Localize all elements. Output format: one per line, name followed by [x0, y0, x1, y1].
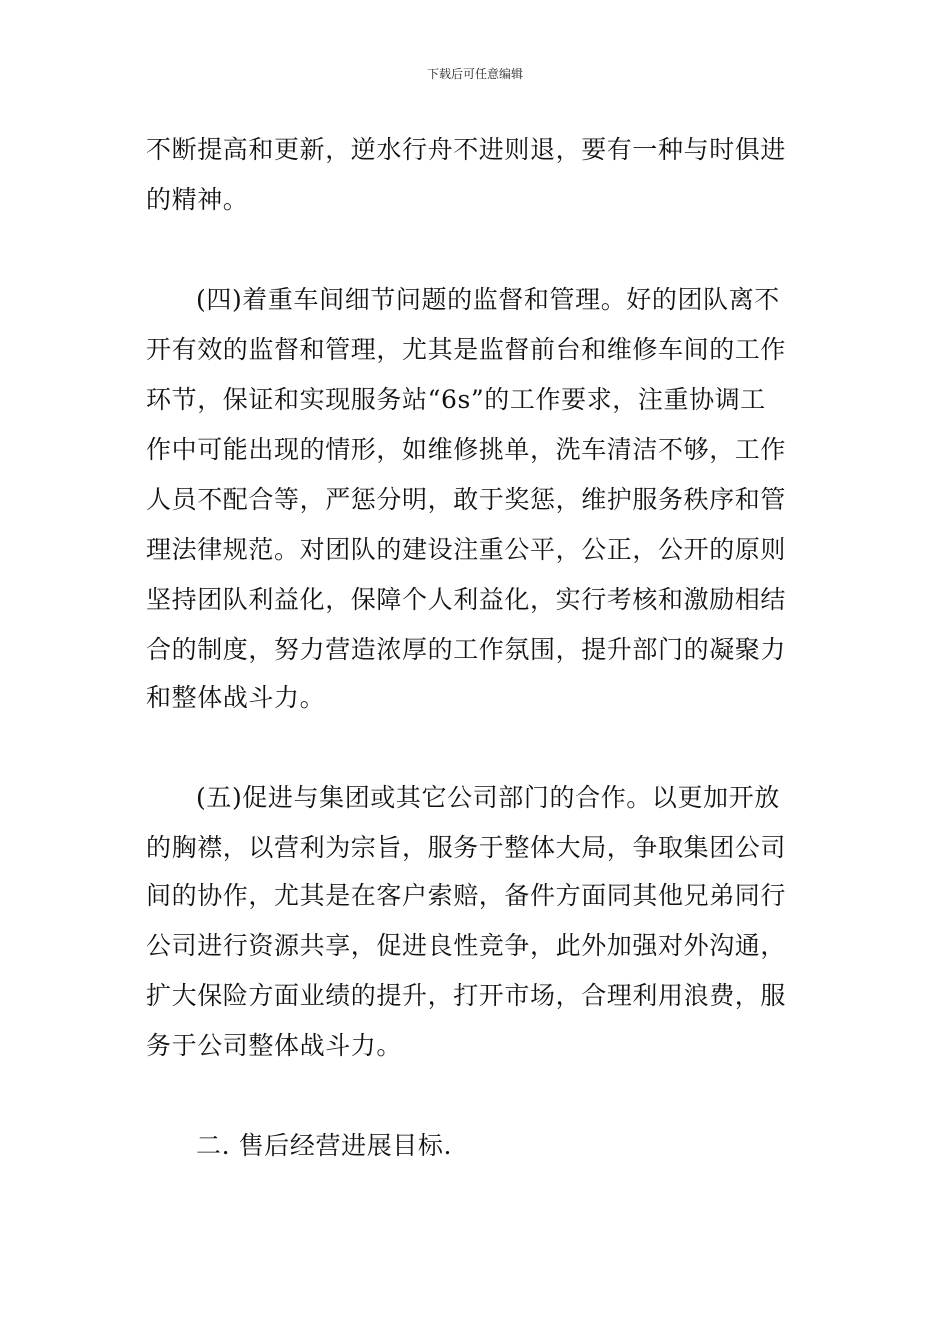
paragraph-2-line-9: 和整体战斗力。: [146, 683, 326, 712]
paragraph-1-line-2: 的精神。: [146, 185, 249, 214]
paragraph-2-line-5: 人员不配合等，严惩分明，敢于奖惩，维护服务秩序和管: [146, 485, 787, 514]
paragraph-2-line-2: 开有效的监督和管理，尤其是监督前台和维修车间的工作: [146, 335, 787, 364]
paragraph-3-line-4: 公司进行资源共享，促进良性竞争，此外加强对外沟通，: [146, 931, 787, 960]
paragraph-3-line-2: 的胸襟，以营利为宗旨，服务于整体大局，争取集团公司: [146, 833, 787, 862]
paragraph-3-line-6: 务于公司整体战斗力。: [146, 1031, 403, 1060]
paragraph-2-line-3: 环节，保证和实现服务站“6s”的工作要求，注重协调工: [146, 385, 766, 414]
paragraph-2-line-7: 坚持团队利益化，保障个人利益化，实行考核和激励相结: [146, 585, 787, 614]
paragraph-2-line-8: 合的制度，努力营造浓厚的工作氛围，提升部门的凝聚力: [146, 635, 787, 664]
page-header: 下载后可任意编辑: [426, 67, 523, 81]
paragraph-3-line-1: (五)促进与集团或其它公司部门的合作。以更加开放: [196, 783, 780, 812]
paragraph-3-line-3: 间的协作，尤其是在客户索赔，备件方面同其他兄弟同行: [146, 881, 787, 910]
paragraph-3-line-5: 扩大保险方面业绩的提升，打开市场，合理利用浪费，服: [146, 981, 787, 1010]
paragraph-2-line-4: 作中可能出现的情形，如维修挑单，洗车清洁不够，工作: [146, 435, 787, 464]
paragraph-1-line-1: 不断提高和更新，逆水行舟不进则退，要有一种与时俱进: [146, 135, 787, 164]
paragraph-2-line-6: 理法律规范。对团队的建设注重公平，公正，公开的原则: [146, 535, 787, 564]
paragraph-2-line-1: (四)着重车间细节问题的监督和管理。好的团队离不: [196, 285, 780, 314]
section-heading: 二. 售后经营进展目标.: [196, 1131, 453, 1160]
